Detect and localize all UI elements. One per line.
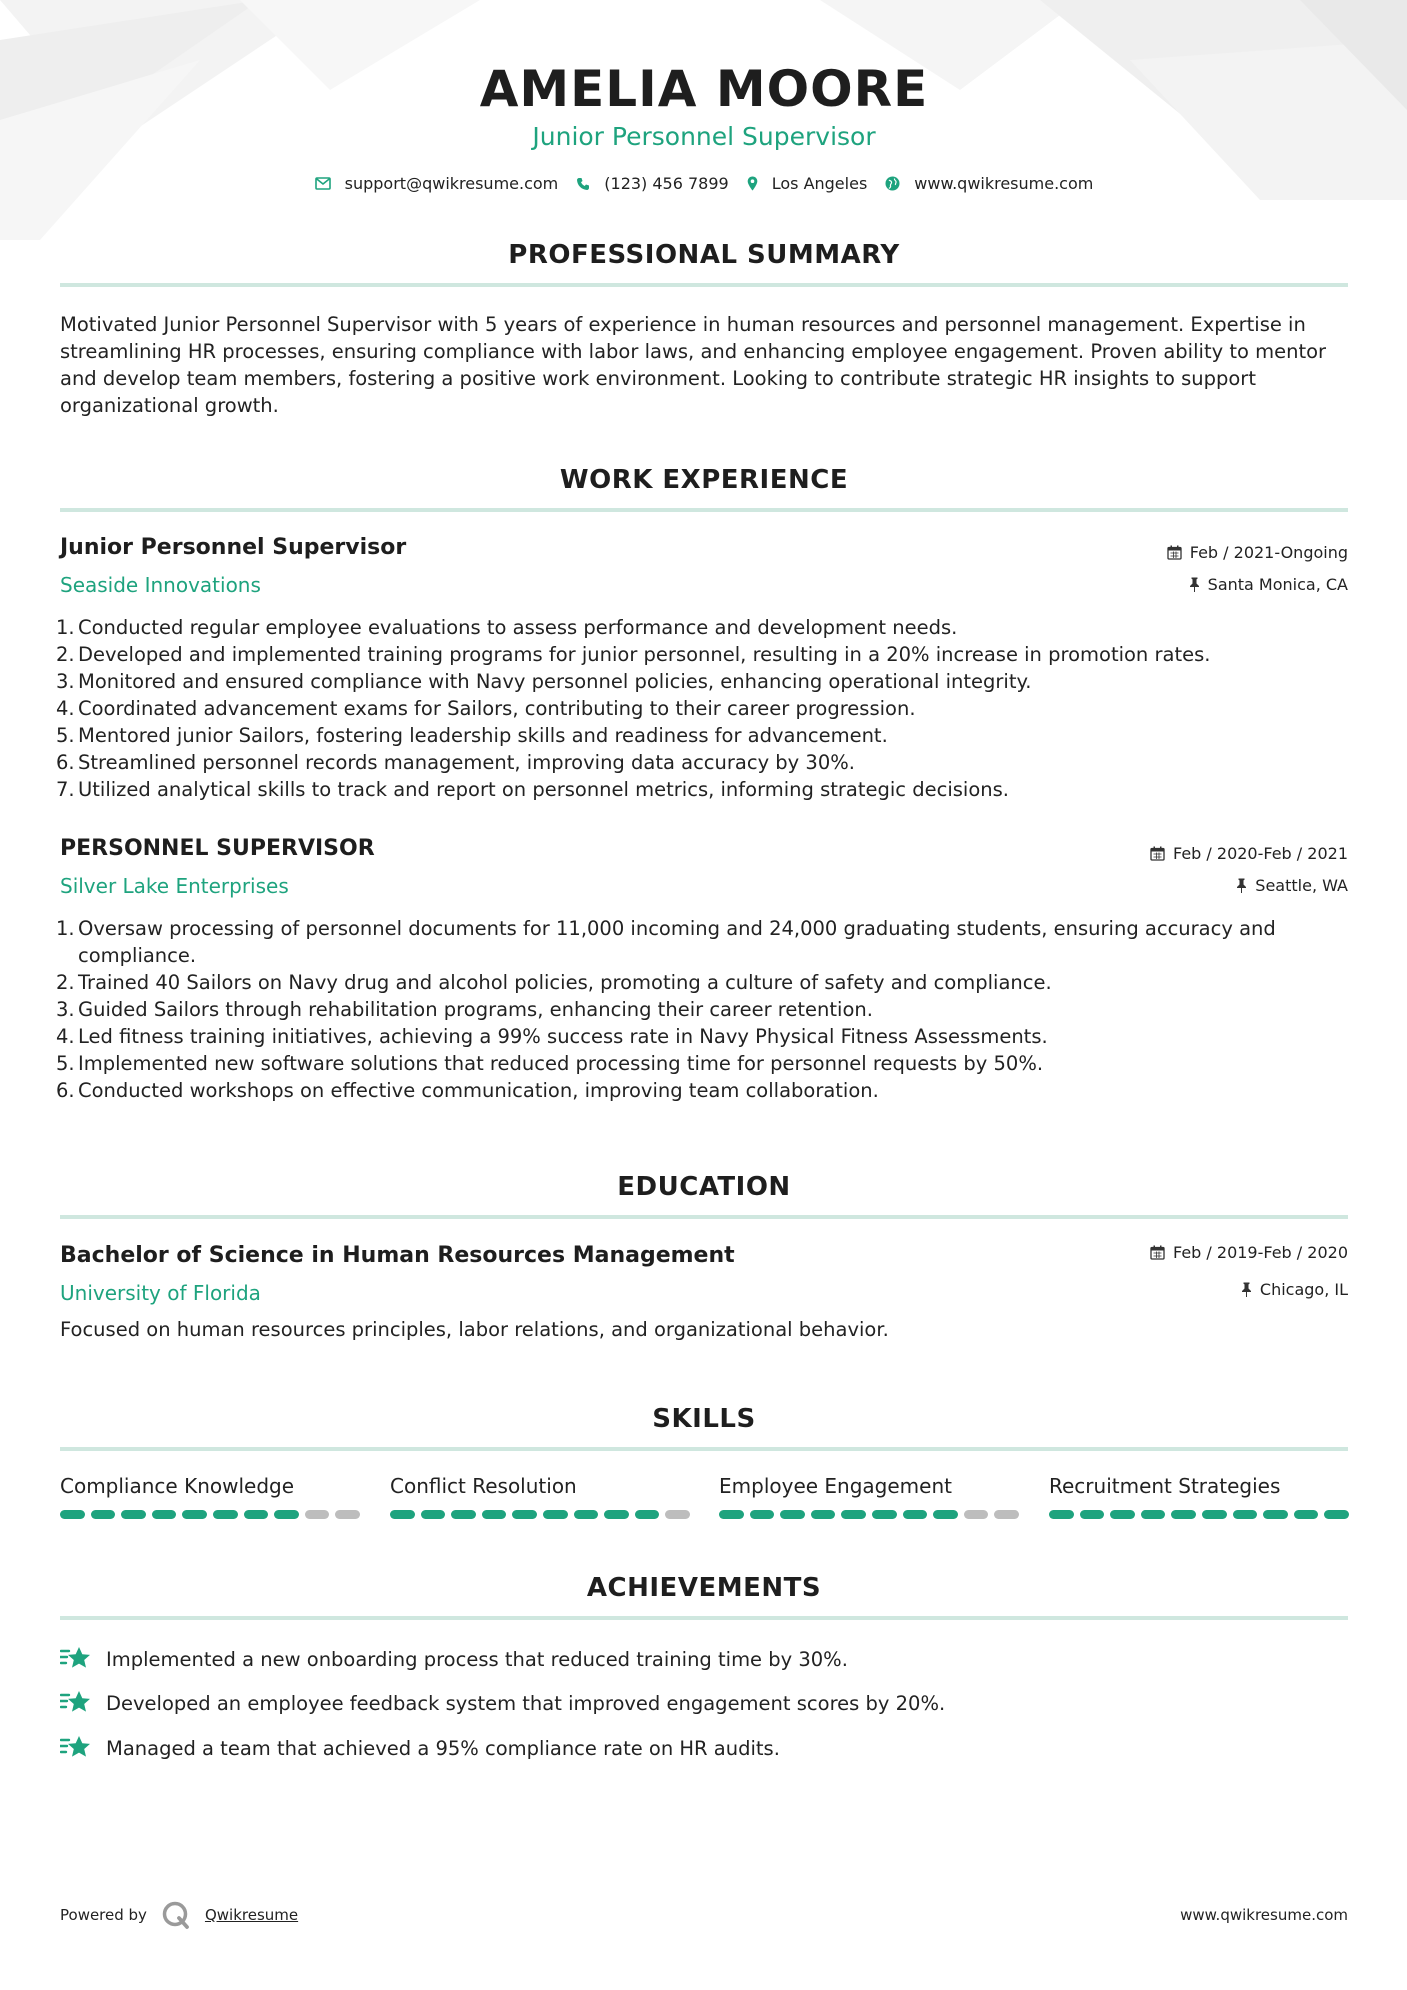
education-divider <box>60 1215 1348 1219</box>
header-background-decoration <box>0 0 1407 240</box>
job-location <box>1236 876 1348 895</box>
skill-segment-filled <box>1202 1510 1227 1519</box>
education-location <box>1241 1280 1348 1299</box>
skill-segment-filled <box>1263 1510 1288 1519</box>
skill-item <box>719 1474 1019 1519</box>
skill-segment-empty <box>964 1510 989 1519</box>
qwikresume-logo-icon <box>161 1900 191 1930</box>
skill-rating-bar <box>60 1510 360 1519</box>
contact-bar <box>60 174 1348 193</box>
skill-segment-empty <box>305 1510 330 1519</box>
skill-segment-filled <box>91 1510 116 1519</box>
contact-email[interactable] <box>315 174 559 193</box>
skill-segment-filled <box>903 1510 928 1519</box>
job-company: Silver Lake Enterprises <box>60 874 289 898</box>
achievement-item <box>60 1690 1348 1716</box>
list-item: 3. Guided Sailors through rehabilitation programs, enhancing their career retention. <box>56 998 873 1021</box>
skill-segment-filled <box>421 1510 446 1519</box>
job-dates-text: Feb / 2021-Ongoing <box>1189 543 1348 562</box>
skill-segment-filled <box>635 1510 660 1519</box>
list-item: 5. Implemented new software solutions that reduced processing time for personnel requests by 50%. <box>56 1052 1044 1075</box>
calendar-icon <box>1150 1245 1165 1260</box>
skill-segment-filled <box>1171 1510 1196 1519</box>
skill-segment-filled <box>512 1510 537 1519</box>
list-item: 2. Developed and implemented training programs for junior personnel, resulting in a 20% increase in promotion rates. <box>56 643 1211 666</box>
pushpin-icon <box>1241 1282 1252 1297</box>
list-item: 5. Mentored junior Sailors, fostering leadership skills and readiness for advancement. <box>56 724 888 747</box>
skill-item <box>1049 1474 1349 1519</box>
list-item: 6. Streamlined personnel records management, improving data accuracy by 30%. <box>56 751 855 774</box>
skill-segment-filled <box>543 1510 568 1519</box>
skill-rating-bar <box>719 1510 1019 1519</box>
email-text: support@qwikresume.com <box>344 174 559 193</box>
skills-heading: SKILLS <box>652 1404 756 1434</box>
skill-segment-empty <box>994 1510 1019 1519</box>
skill-segment-filled <box>1080 1510 1105 1519</box>
job-dates <box>1150 844 1348 863</box>
calendar-icon <box>1167 545 1182 560</box>
skill-segment-filled <box>213 1510 238 1519</box>
list-item: 4. Coordinated advancement exams for Sailors, contributing to their career progression. <box>56 697 916 720</box>
job-dates-text: Feb / 2020-Feb / 2021 <box>1173 844 1348 863</box>
star-badge-icon <box>60 1690 92 1716</box>
skill-segment-filled <box>574 1510 599 1519</box>
star-badge-icon <box>60 1646 92 1672</box>
skill-segment-filled <box>482 1510 507 1519</box>
list-item: 4. Led fitness training initiatives, achieving a 99% success rate in Navy Physical Fitness Assessments. <box>56 1025 1048 1048</box>
education-dates-text: Feb / 2019-Feb / 2020 <box>1173 1243 1348 1262</box>
skill-segment-filled <box>780 1510 805 1519</box>
contact-location <box>747 174 868 193</box>
skill-segment-filled <box>244 1510 269 1519</box>
achievement-text: Developed an employee feedback system that improved engagement scores by 20%. <box>106 1691 946 1715</box>
job-duties-list <box>56 614 1348 803</box>
skill-segment-filled <box>872 1510 897 1519</box>
skill-segment-empty <box>665 1510 690 1519</box>
school-name: University of Florida <box>60 1281 261 1305</box>
experience-heading: WORK EXPERIENCE <box>559 465 849 495</box>
skill-rating-bar <box>390 1510 690 1519</box>
skill-segment-filled <box>811 1510 836 1519</box>
education-description: Focused on human resources principles, labor relations, and organizational behavior. <box>60 1318 889 1341</box>
education-dates <box>1150 1243 1348 1262</box>
calendar-icon <box>1150 846 1165 861</box>
skill-segment-filled <box>1049 1510 1074 1519</box>
skill-segment-filled <box>1110 1510 1135 1519</box>
qwikresume-link[interactable]: Qwikresume <box>204 1906 299 1924</box>
footer-website[interactable]: www.qwikresume.com <box>1180 1906 1348 1924</box>
skill-label: Compliance Knowledge <box>60 1474 295 1498</box>
globe-icon <box>885 176 900 191</box>
skill-segment-filled <box>933 1510 958 1519</box>
skill-item <box>60 1474 360 1519</box>
skill-label: Recruitment Strategies <box>1049 1474 1281 1498</box>
skill-segment-filled <box>750 1510 775 1519</box>
degree-title: Bachelor of Science in Human Resources Management <box>60 1243 735 1268</box>
job-location-text: Santa Monica, CA <box>1207 575 1348 594</box>
skill-segment-filled <box>451 1510 476 1519</box>
contact-website[interactable] <box>885 174 1093 193</box>
achievement-item <box>60 1646 1348 1672</box>
skill-segment-filled <box>841 1510 866 1519</box>
list-item: 7. Utilized analytical skills to track and report on personnel metrics, informing strategic decisions. <box>56 778 1009 801</box>
pushpin-icon <box>1189 577 1200 592</box>
contact-phone[interactable] <box>576 174 728 193</box>
summary-text: Motivated Junior Personnel Supervisor with 5 years of experience in human resources and personnel management. Expertise in streamlining HR processes, ensuring compliance with labor laws, and enhancing employee engagement. Proven ability to mentor and develop team members, fostering a positive work environment. Looking to contribute strategic HR insights to support organizational growth. <box>60 313 1327 417</box>
skill-segment-filled <box>1141 1510 1166 1519</box>
skill-segment-filled <box>1324 1510 1349 1519</box>
skill-segment-filled <box>1294 1510 1319 1519</box>
skill-segment-filled <box>182 1510 207 1519</box>
phone-icon <box>576 177 590 191</box>
list-item: 6. Conducted workshops on effective communication, improving team collaboration. <box>56 1079 879 1102</box>
pushpin-icon <box>1236 878 1247 893</box>
candidate-title: Junior Personnel Supervisor <box>532 122 876 151</box>
skill-segment-filled <box>60 1510 85 1519</box>
job-duties-list <box>56 915 1348 1104</box>
powered-by-label: Powered by <box>60 1906 147 1924</box>
education-heading: EDUCATION <box>617 1172 791 1202</box>
achievements-divider <box>60 1616 1348 1620</box>
job-title: Junior Personnel Supervisor <box>60 535 407 560</box>
skill-segment-empty <box>335 1510 360 1519</box>
achievement-item <box>60 1735 1348 1761</box>
skill-segment-filled <box>274 1510 299 1519</box>
candidate-name: AMELIA MOORE <box>479 60 929 118</box>
website-text: www.qwikresume.com <box>914 174 1094 193</box>
skill-segment-filled <box>719 1510 744 1519</box>
footer-branding <box>60 1900 298 1930</box>
experience-divider <box>60 508 1348 512</box>
location-text: Los Angeles <box>771 174 868 193</box>
summary-divider <box>60 283 1348 287</box>
achievement-text: Managed a team that achieved a 95% compliance rate on HR audits. <box>106 1736 780 1760</box>
map-pin-icon <box>747 176 758 191</box>
achievements-heading: ACHIEVEMENTS <box>586 1573 822 1603</box>
skill-segment-filled <box>1233 1510 1258 1519</box>
job-dates <box>1167 543 1348 562</box>
summary-heading: PROFESSIONAL SUMMARY <box>508 240 900 270</box>
list-item: 1. Oversaw processing of personnel documents for 11,000 incoming and 24,000 graduating students, ensuring accuracy and compliance. <box>56 917 1276 967</box>
skill-rating-bar <box>1049 1510 1349 1519</box>
list-item: 1. Conducted regular employee evaluations to assess performance and development needs. <box>56 616 958 639</box>
list-item: 3. Monitored and ensured compliance with Navy personnel policies, enhancing operational integrity. <box>56 670 1032 693</box>
education-location-text: Chicago, IL <box>1259 1280 1348 1299</box>
achievement-text: Implemented a new onboarding process that reduced training time by 30%. <box>106 1647 848 1671</box>
skill-label: Conflict Resolution <box>390 1474 577 1498</box>
skill-label: Employee Engagement <box>719 1474 952 1498</box>
list-item: 2. Trained 40 Sailors on Navy drug and alcohol policies, promoting a culture of safety and compliance. <box>56 971 1052 994</box>
skill-segment-filled <box>604 1510 629 1519</box>
job-location <box>1189 575 1348 594</box>
star-badge-icon <box>60 1735 92 1761</box>
skill-segment-filled <box>390 1510 415 1519</box>
skill-segment-filled <box>121 1510 146 1519</box>
skill-segment-filled <box>152 1510 177 1519</box>
envelope-icon <box>315 177 331 190</box>
job-title: PERSONNEL SUPERVISOR <box>60 836 375 861</box>
job-location-text: Seattle, WA <box>1255 876 1348 895</box>
phone-text: (123) 456 7899 <box>604 174 729 193</box>
job-company: Seaside Innovations <box>60 573 261 597</box>
skills-divider <box>60 1447 1348 1451</box>
skill-item <box>390 1474 690 1519</box>
